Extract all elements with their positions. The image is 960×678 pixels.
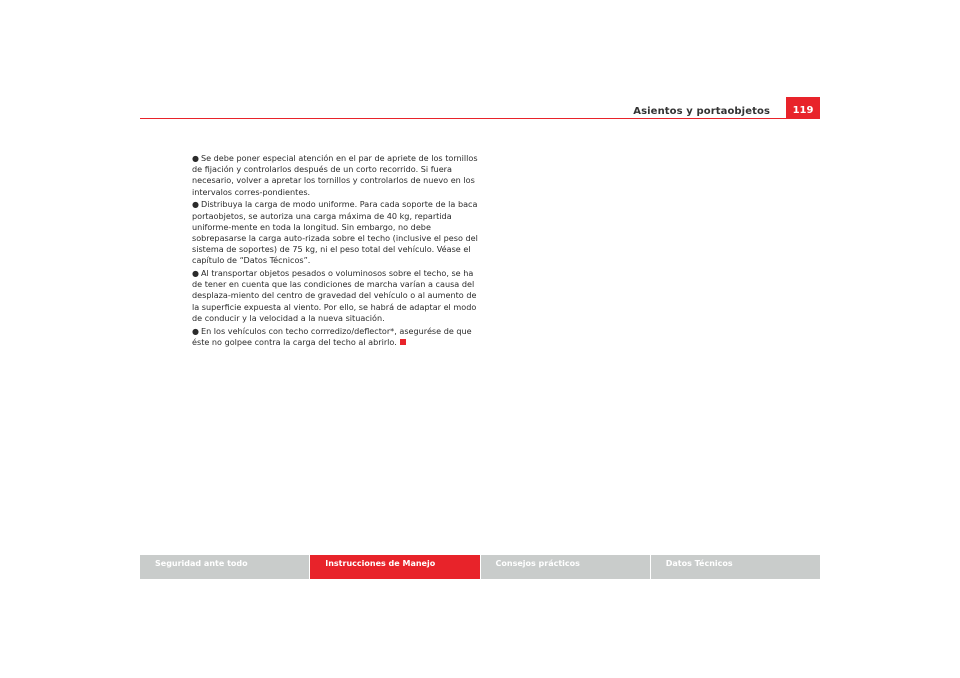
- body-content: [192, 153, 482, 349]
- bullet-paragraph: [192, 153, 482, 198]
- bullet-icon: ●: [192, 326, 199, 336]
- footer-tab-consejos[interactable]: Consejos prácticos: [481, 555, 650, 579]
- bullet-paragraph: [192, 268, 482, 324]
- footer-tab-seguridad[interactable]: Seguridad ante todo: [140, 555, 309, 579]
- page-number-badge: [786, 97, 820, 118]
- bullet-icon: ●: [192, 200, 199, 210]
- page-number: 119: [792, 105, 814, 116]
- paragraph-text: En los vehículos con techo corrredizo/deflector*, asegurése de que éste no golpee contra la carga del techo al abrirlo.: [192, 325, 472, 347]
- bullet-paragraph: [192, 199, 482, 266]
- bullet-icon: ●: [192, 154, 199, 163]
- paragraph-text: Distribuya la carga de modo uniforme. Para cada soporte de la baca portaobjetos, se autoriza una carga máxima de 40 kg, repartida uniforme-mente en toda la longitud. Sin embargo, no debe sobrepasarse la carga auto-rizada sobre el techo (inclusive el peso del sistema de soportes) de 75 kg, ni el peso total del vehículo. Véase el capítulo de “Datos Técnicos”.: [192, 199, 478, 266]
- header-rule: [140, 118, 820, 119]
- bullet-icon: ●: [192, 269, 199, 279]
- section-title: Asientos y portaobjetos: [633, 106, 770, 117]
- footer-nav: [140, 555, 820, 579]
- section-end-icon: [400, 339, 406, 345]
- bullet-paragraph: [192, 326, 482, 348]
- paragraph-text: Al transportar objetos pesados o voluminosos sobre el techo, se ha de tener en cuenta que las condiciones de marcha varían a causa del desplaza-miento del centro de gravedad del vehículo o al aumento de la superficie expuesta al viento. Por ello, se habrá de adaptar el modo de conducir y la velocidad a la nueva situación.: [192, 268, 477, 323]
- footer-tab-instrucciones[interactable]: Instrucciones de Manejo: [310, 555, 479, 579]
- paragraph-text: Se debe poner especial atención en el par de apriete de los tornillos de fijación y controlarlos después de un corto recorrido. Si fuera necesario, volver a apretar los tornillos y controlarlos de nuevo en los intervalos corres-pondientes.: [192, 153, 478, 197]
- footer-tab-datos[interactable]: Datos Técnicos: [651, 555, 820, 579]
